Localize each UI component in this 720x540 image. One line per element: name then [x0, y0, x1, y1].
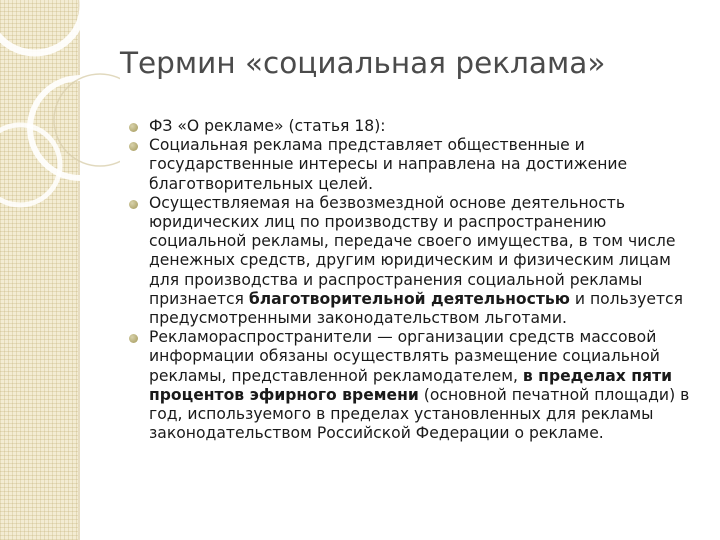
bullet-text: Социальная реклама представляет общественные и государственные интересы и направлена на достижение благотворительных целей.: [149, 136, 628, 193]
bullet-item: [129, 136, 699, 194]
bullet-item: [129, 328, 699, 443]
bullet-dot-icon: [129, 200, 138, 209]
bullet-text: ФЗ «О рекламе» (статья 18):: [149, 117, 386, 135]
bullet-list: [129, 117, 699, 443]
bullet-text: и пользуется предусмотренными законодательством льготами.: [149, 289, 683, 328]
decorative-rings: [0, 0, 120, 540]
bullet-item: [129, 194, 699, 328]
bullet-dot-icon: [129, 142, 138, 151]
bullet-text: (основной печатной площади) в год, используемого в пределах установленных для рекламы законодательством Российской Федерации о рекламе.: [149, 385, 690, 443]
bullet-text: Осуществляемая на безвозмездной основе деятельность юридических лиц по производству и распространению социальной рекламы, передаче своего имущества, в том числе денежных средств, другим юридическим и физическим лицам для производства и распространения социальной рекламы признается: [149, 193, 676, 308]
bullet-text-bold: в пределах пяти процентов эфирного времени: [149, 366, 673, 404]
bullet-item: [129, 117, 699, 136]
bullet-text-bold: благотворительной деятельностью: [248, 289, 570, 308]
bullet-dot-icon: [129, 123, 138, 132]
bullet-dot-icon: [129, 334, 138, 343]
slide-title: Термин «социальная реклама»: [120, 46, 606, 80]
bullet-text: Рекламораспространители — организации средств массовой информации обязаны осуществлять размещение социальной рекламы, представленной рекламодателем,: [149, 328, 660, 385]
